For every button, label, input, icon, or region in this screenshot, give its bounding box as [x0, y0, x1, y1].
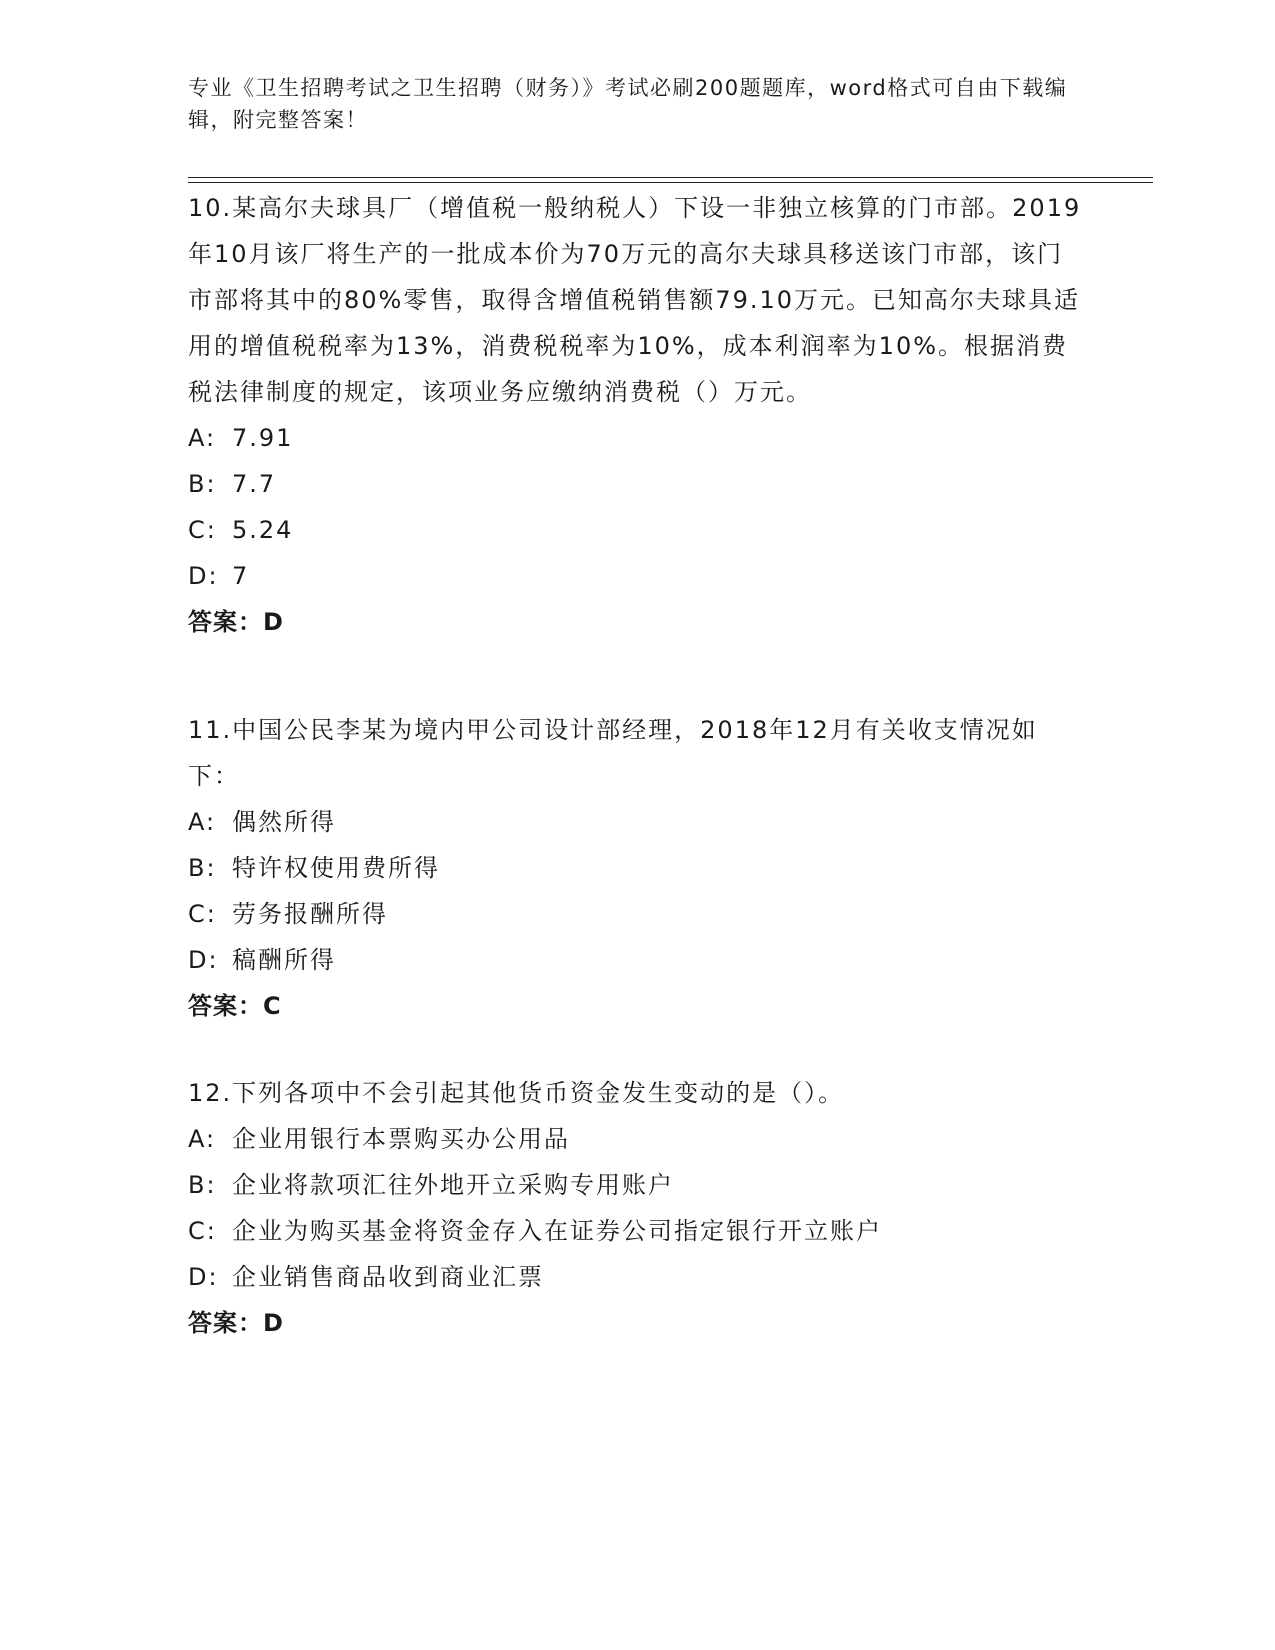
answer-label: 答案：: [188, 992, 263, 1020]
answer-value: D: [263, 608, 284, 636]
question-stem: 11.中国公民李某为境内甲公司设计部经理，2018年12月有关收支情况如下：: [188, 716, 1038, 790]
option-text: 企业将款项汇往外地开立采购专用账户: [232, 1171, 674, 1199]
answer-line: [188, 1300, 1088, 1346]
header-rule-top: [188, 177, 1153, 178]
option-text: 特许权使用费所得: [232, 854, 440, 882]
answer-label: 答案：: [188, 1309, 263, 1337]
question-11: [188, 707, 1088, 1029]
option-letter: B:: [188, 470, 217, 498]
option-text: 稿酬所得: [232, 946, 336, 974]
document-header: 专业《卫生招聘考试之卫生招聘（财务）》考试必刷200题题库，word格式可自由下载编辑，附完整答案！: [188, 76, 1068, 132]
option-b: [188, 845, 1088, 891]
option-d: [188, 553, 1088, 599]
answer-value: D: [263, 1309, 284, 1337]
option-text: 企业销售商品收到商业汇票: [232, 1263, 544, 1291]
option-c: [188, 1208, 1088, 1254]
option-letter: D:: [188, 1263, 219, 1291]
option-letter: B:: [188, 1171, 217, 1199]
option-letter: C:: [188, 516, 217, 544]
option-letter: C:: [188, 900, 217, 928]
option-a: [188, 1116, 1088, 1162]
option-letter: D:: [188, 562, 219, 590]
question-stem: 12.下列各项中不会引起其他货币资金发生变动的是（）。: [188, 1079, 845, 1107]
option-b: [188, 461, 1088, 507]
option-text: 7.91: [232, 424, 294, 452]
question-12: [188, 1070, 1088, 1346]
header-rule-bottom: [188, 182, 1153, 183]
option-text: 企业为购买基金将资金存入在证券公司指定银行开立账户: [232, 1217, 882, 1245]
option-letter: B:: [188, 854, 217, 882]
option-text: 劳务报酬所得: [232, 900, 388, 928]
question-10: [188, 185, 1088, 645]
answer-value: C: [263, 992, 282, 1020]
option-letter: D:: [188, 946, 219, 974]
option-letter: A:: [188, 1125, 217, 1153]
option-d: [188, 1254, 1088, 1300]
option-b: [188, 1162, 1088, 1208]
option-a: [188, 799, 1088, 845]
option-letter: A:: [188, 808, 217, 836]
option-c: [188, 891, 1088, 937]
option-letter: A:: [188, 424, 217, 452]
option-text: 5.24: [232, 516, 294, 544]
option-c: [188, 507, 1088, 553]
option-letter: C:: [188, 1217, 217, 1245]
answer-label: 答案：: [188, 608, 263, 636]
option-text: 7: [232, 562, 250, 590]
answer-line: [188, 599, 1088, 645]
option-text: 偶然所得: [232, 808, 336, 836]
option-text: 企业用银行本票购买办公用品: [232, 1125, 570, 1153]
option-d: [188, 937, 1088, 983]
answer-line: [188, 983, 1088, 1029]
option-text: 7.7: [232, 470, 277, 498]
question-stem: 10.某高尔夫球具厂（增值税一般纳税人）下设一非独立核算的门市部。2019年10月该厂将生产的一批成本价为70万元的高尔夫球具移送该门市部，该门市部将其中的80%零售，取得含增值税销售额79.10万元。已知高尔夫球具适用的增值税税率为13%，消费税税率为10%，成本利润率为10%。根据消费税法律制度的规定，该项业务应缴纳消费税（）万元。: [188, 194, 1082, 406]
option-a: [188, 415, 1088, 461]
